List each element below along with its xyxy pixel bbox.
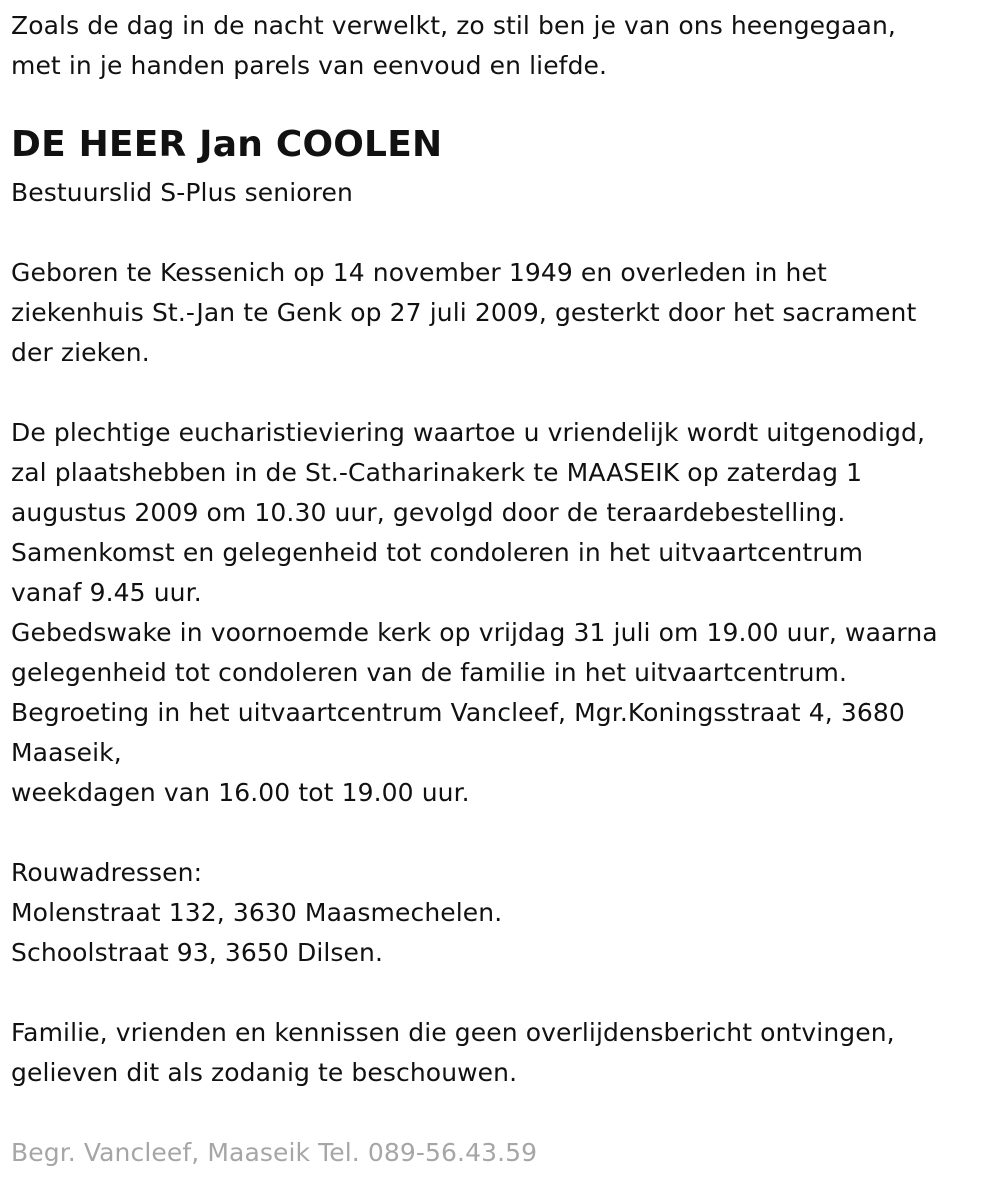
mourning-addresses [11, 853, 502, 973]
paragraph-line: ziekenhuis St.-Jan te Genk op 27 juli 2009, gesterkt door het sacrament [11, 298, 917, 327]
paragraph-line: Gebedswake in voornoemde kerk op vrijdag 31 juli om 19.00 uur, waarna [11, 618, 938, 647]
paragraph-line: zal plaatshebben in de St.-Catharinakerk te MAASEIK op zaterdag 1 [11, 458, 863, 487]
memorial-verse [11, 6, 896, 86]
role-line: Bestuurslid S-Plus senioren [11, 178, 353, 207]
paragraph-line: gelegenheid tot condoleren van de familie in het uitvaartcentrum. [11, 658, 848, 687]
paragraph-line: Samenkomst en gelegenheid tot condoleren in het uitvaartcentrum [11, 538, 864, 567]
ceremony-paragraph [11, 413, 938, 813]
paragraph-line: Geboren te Kessenich op 14 november 1949 en overleden in het [11, 258, 827, 287]
verse-line: Zoals de dag in de nacht verwelkt, zo stil ben je van ons heengegaan, [11, 11, 896, 40]
paragraph-line: weekdagen van 16.00 tot 19.00 uur. [11, 778, 470, 807]
addresses-heading: Rouwadressen: [11, 858, 203, 887]
deceased-name: DE HEER Jan COOLEN [11, 124, 443, 165]
paragraph-line: Begroeting in het uitvaartcentrum Vancleef, Mgr.Koningsstraat 4, 3680 [11, 698, 905, 727]
paragraph-line: Maaseik, [11, 738, 122, 767]
funeral-home-footer [11, 1133, 537, 1173]
notice-paragraph [11, 1013, 895, 1093]
birth-death-paragraph [11, 253, 916, 373]
deceased-role [11, 173, 353, 213]
address-line: Schoolstraat 93, 3650 Dilsen. [11, 938, 384, 967]
address-line: Molenstraat 132, 3630 Maasmechelen. [11, 898, 503, 927]
paragraph-line: gelieven dit als zodanig te beschouwen. [11, 1058, 518, 1087]
paragraph-line: Familie, vrienden en kennissen die geen overlijdensbericht ontvingen, [11, 1018, 895, 1047]
verse-line: met in je handen parels van eenvoud en liefde. [11, 51, 608, 80]
footer-line: Begr. Vancleef, Maaseik Tel. 089-56.43.59 [11, 1138, 538, 1167]
paragraph-line: vanaf 9.45 uur. [11, 578, 202, 607]
paragraph-line: augustus 2009 om 10.30 uur, gevolgd door de teraardebestelling. [11, 498, 846, 527]
paragraph-line: der zieken. [11, 338, 150, 367]
paragraph-line: De plechtige eucharistieviering waartoe u vriendelijk wordt uitgenodigd, [11, 418, 926, 447]
